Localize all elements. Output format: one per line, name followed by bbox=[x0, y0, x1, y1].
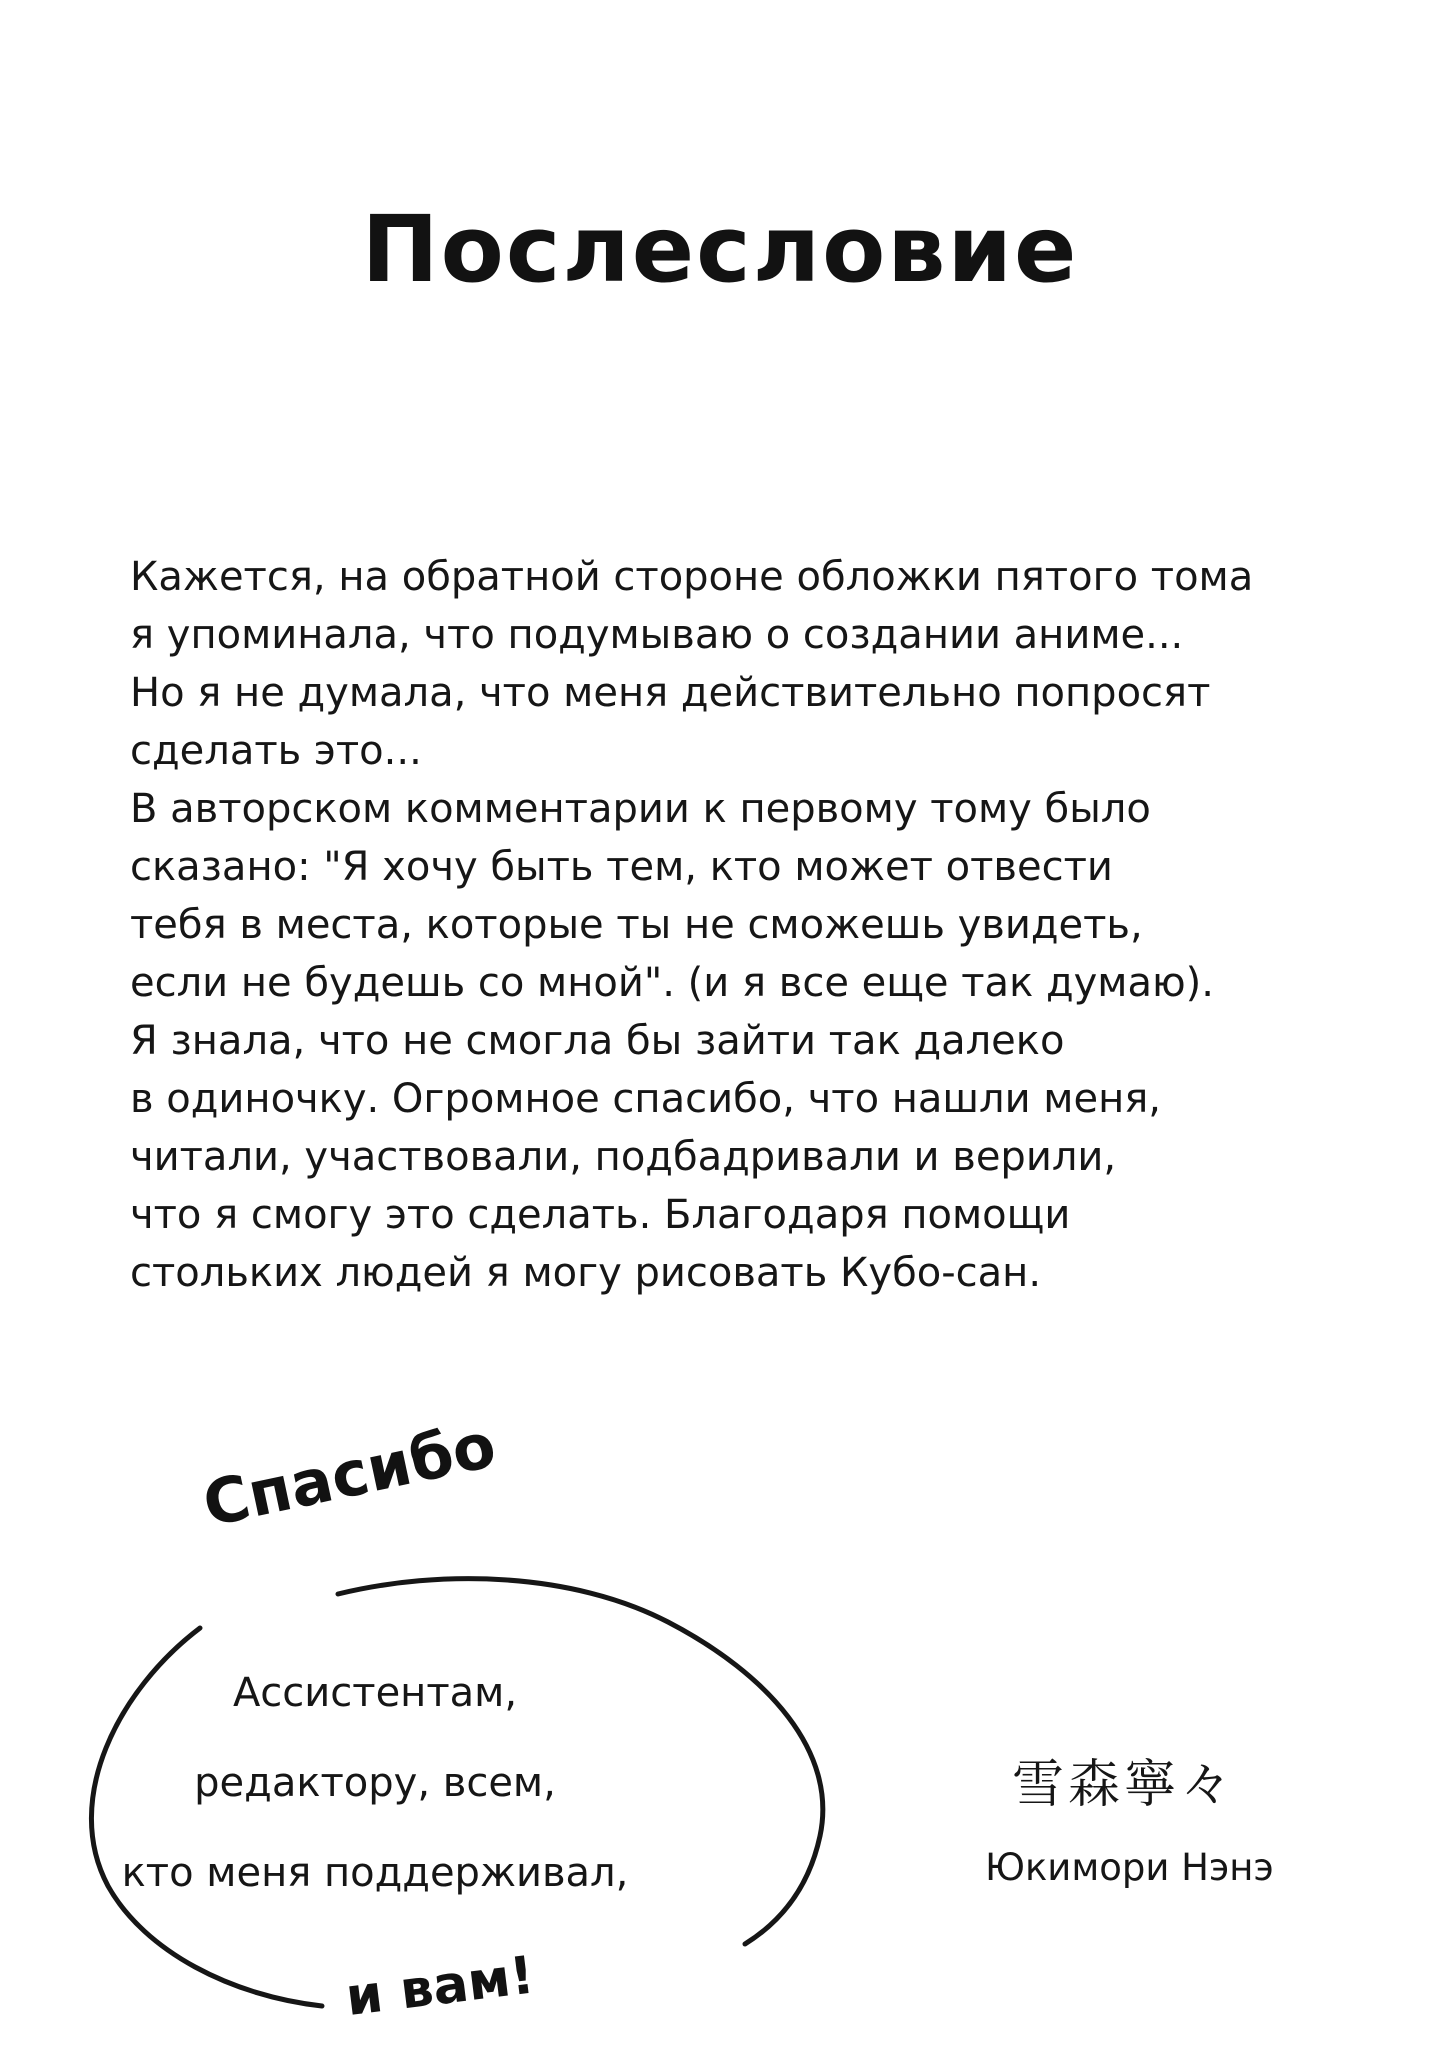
signature-name: Юкимори Нэнэ bbox=[985, 1846, 1274, 1889]
afterword-line: читали, участвовали, подбадривали и верили, bbox=[130, 1134, 1117, 1180]
afterword-line: Я знала, что не смогла бы зайти так далеко bbox=[130, 1018, 1065, 1064]
dedication-line: редактору, всем, bbox=[194, 1760, 556, 1806]
page-title: Послесловие bbox=[361, 196, 1079, 303]
afterword-line: Но я не думала, что меня действительно попросят bbox=[130, 670, 1211, 716]
dedication-block bbox=[110, 1648, 640, 1918]
afterword-line: что я смогу это сделать. Благодаря помощи bbox=[130, 1192, 1071, 1238]
afterword-line: стольких людей я могу рисовать Кубо-сан. bbox=[130, 1250, 1042, 1296]
dedication-line: Ассистентам, bbox=[232, 1670, 518, 1716]
thanks-heading: Спасибо bbox=[196, 1407, 502, 1541]
afterword-line: я упоминала, что подумываю о создании аниме... bbox=[130, 612, 1184, 658]
afterword-line: тебя в места, которые ты не сможешь увидеть, bbox=[130, 902, 1143, 948]
and-you-note: и вам! bbox=[342, 1945, 538, 2028]
dedication-line: кто меня поддерживал, bbox=[121, 1850, 629, 1896]
afterword-line: сказано: "Я хочу быть тем, кто может отвести bbox=[130, 844, 1113, 890]
afterword-line: если не будешь со мной". (и я все еще так думаю). bbox=[130, 960, 1214, 1006]
afterword-line: В авторском комментарии к первому тому было bbox=[130, 786, 1151, 832]
signature-kanji: 雪森寧々 bbox=[1012, 1755, 1237, 1815]
afterword-line: сделать это... bbox=[130, 728, 422, 774]
afterword-line: Кажется, на обратной стороне обложки пятого тома bbox=[130, 554, 1254, 600]
afterword-line: в одиночку. Огромное спасибо, что нашли меня, bbox=[130, 1076, 1162, 1122]
afterword-paragraph bbox=[130, 548, 1360, 1302]
